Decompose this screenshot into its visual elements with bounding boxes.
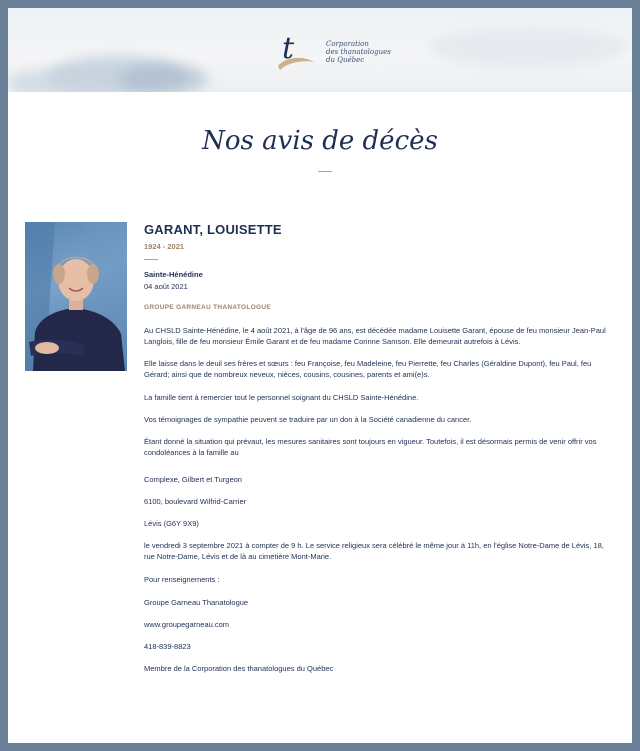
venue-city: Lévis (G6Y 9X9): [144, 519, 199, 528]
logo-text: Corporation des thanatologues du Québec: [326, 40, 391, 64]
venue-name: Complexe, Gilbert et Turgeon: [144, 475, 242, 484]
venue-address: 6100, boulevard Wilfrid-Carrier: [144, 497, 247, 506]
membership-note: Membre de la Corporation des thanatologues du Québec: [144, 664, 334, 673]
page-frame: [8, 8, 632, 743]
death-date: 04 août 2021: [144, 282, 188, 291]
obituary-paragraph: Elle laisse dans le deuil ses frères et sœurs : feu Françoise, feu Madeleine, feu Pierrette, feu Charles (Géraldine Dupont), feu Paul, feu Gérard; ainsi que de nombreux neveux, nièces, cousins, cousines, parents et ami(e)s.: [144, 359, 592, 379]
info-heading: Pour renseignements :: [144, 575, 220, 584]
death-place: Sainte-Hénédine: [144, 270, 203, 279]
contact-company: Groupe Garneau Thanatologue: [144, 598, 249, 607]
life-years: 1924 - 2021: [144, 242, 185, 251]
funeral-home: GROUPE GARNEAU THANATOLOGUE: [144, 304, 272, 311]
logo-mark-icon: [274, 26, 318, 74]
name-divider: [144, 259, 158, 260]
contact-website-link[interactable]: www.groupegarneau.com: [144, 620, 230, 629]
svg-text:t: t: [282, 31, 295, 66]
header-banner: [8, 8, 632, 92]
corporation-logo[interactable]: [274, 26, 391, 76]
deceased-photo: [25, 222, 127, 371]
obituary-paragraph: le vendredi 3 septembre 2021 à compter de 9 h. Le service religieux sera célébré le même jour à 11h, en l'église Notre-Dame de Lévis, 18, rue Notre-Dame, Lévis et de là au cimetière Mont-Marie.: [144, 541, 604, 561]
title-divider: [318, 171, 332, 172]
obituary-paragraph: Vos témoignages de sympathie peuvent se traduire par un don à la Société canadienne du cancer.: [144, 415, 472, 424]
page-title: Nos avis de décès: [202, 126, 438, 156]
obituary-paragraph: Au CHSLD Sainte-Hénédine, le 4 août 2021, à l'âge de 96 ans, est décédée madame Louisette Garant, épouse de feu monsieur Jean-Paul Langlois, fille de feu monsieur Émile Garant et de feu madame Corinne Samson. Elle demeurait autrefois à Lévis.: [144, 326, 606, 346]
deceased-name: GARANT, LOUISETTE: [144, 222, 282, 237]
obituary-paragraph: La famille tient à remercier tout le personnel soignant du CHSLD Sainte-Hénédine.: [144, 393, 419, 402]
obituary-paragraph: Étant donné la situation qui prévaut, les mesures sanitaires sont toujours en vigueur. Toutefois, il est désormais permis de venir offrir vos condoléances à la famille au: [144, 437, 597, 457]
contact-phone[interactable]: 418-839-8823: [144, 642, 191, 651]
